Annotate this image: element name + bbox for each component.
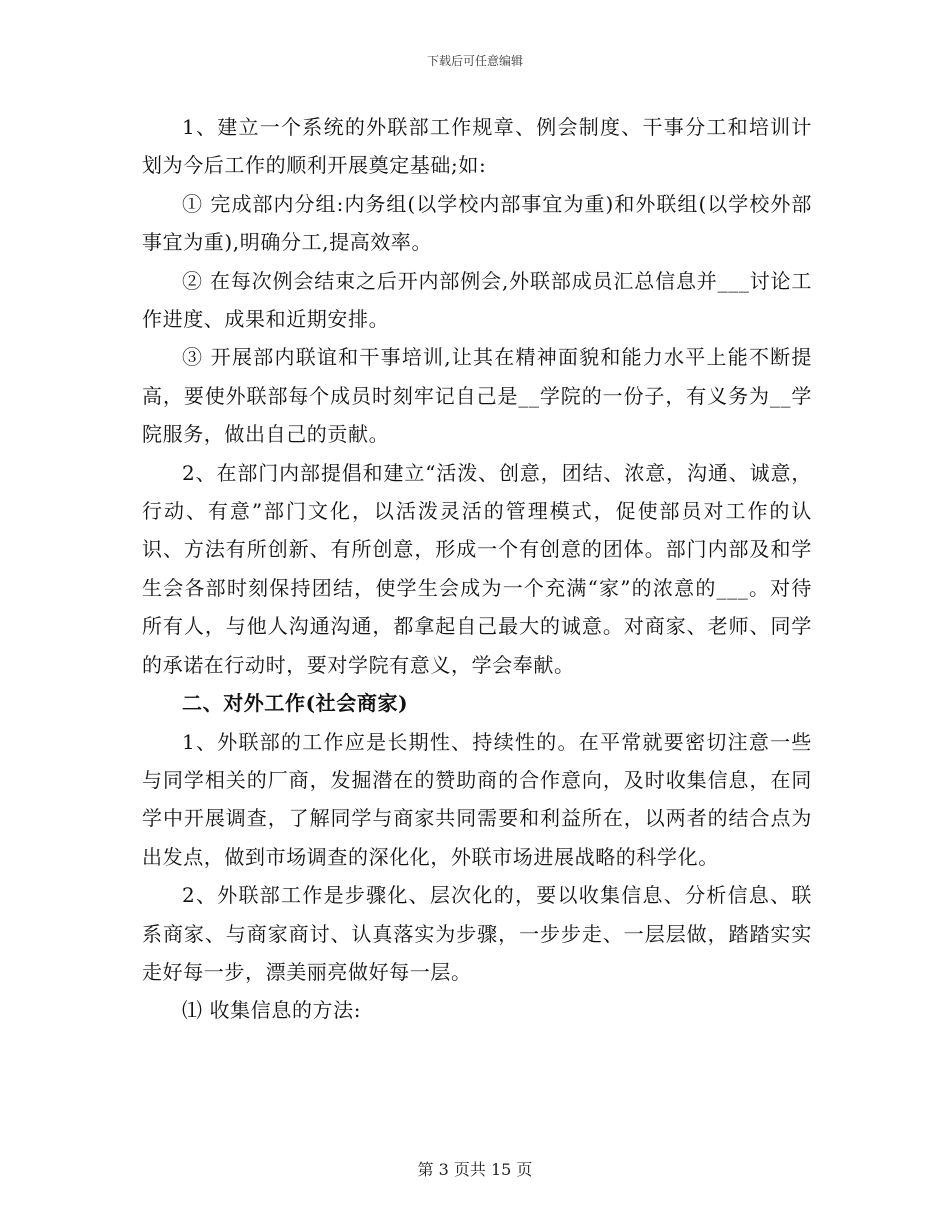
page-footer: 第 3 页共 15 页 bbox=[417, 1160, 533, 1179]
paragraph-5: 2、在部门内部提倡和建立“活泼、创意，团结、浓意，沟通、诚意，行动、有意”部门文化，以活泼灵活的管理模式，促使部员对工作的认识、方法有所创新、有所创意，形成一个有创意的团体。部门内部及和学生会各部时刻保持团结，使学生会成为一个充满“家”的浓意的___。对待所有人，与他人沟通沟通，都拿起自己最大的诚意。对商家、老师、同学的承诺在行动时，要对学院有意义，学会奉献。 bbox=[142, 460, 812, 677]
paragraph-4: ③ 开展部内联谊和干事培训,让其在精神面貌和能力水平上能不断提高，要使外联部每个成员时刻牢记自己是__学院的一份子，有义务为__学院服务，做出自己的贡献。 bbox=[142, 345, 812, 447]
paragraph-2: ① 完成部内分组:内务组(以学校内部事宜为重)和外联组(以学校外部事宜为重),明确分工,提高效率。 bbox=[142, 191, 812, 255]
section-heading: 二、对外工作(社会商家) bbox=[182, 691, 409, 716]
paragraph-7: 2、外联部工作是步骤化、层次化的，要以收集信息、分析信息、联系商家、与商家商讨、认真落实为步骤，一步步走、一层层做，踏踏实实走好每一步，漂美丽亮做好每一层。 bbox=[142, 883, 812, 984]
document-body bbox=[142, 108, 812, 1030]
paragraph-8: ⑴ 收集信息的方法: bbox=[182, 998, 362, 1023]
paragraph-6: 1、外联部的工作应是长期性、持续性的。在平常就要密切注意一些与同学相关的厂商，发掘潜在的赞助商的合作意向，及时收集信息，在同学中开展调查，了解同学与商家共同需要和利益所在，以两者的结合点为出发点，做到市场调查的深化化，外联市场进展战略的科学化。 bbox=[142, 729, 812, 869]
paragraph-1: 1、建立一个系统的外联部工作规章、例会制度、干事分工和培训计划为今后工作的顺利开展奠定基础;如: bbox=[142, 115, 812, 178]
paragraph-3: ② 在每次例会结束之后开内部例会,外联部成员汇总信息并___讨论工作进度、成果和近期安排。 bbox=[142, 268, 812, 332]
page-header: 下载后可任意编辑 bbox=[426, 54, 523, 68]
